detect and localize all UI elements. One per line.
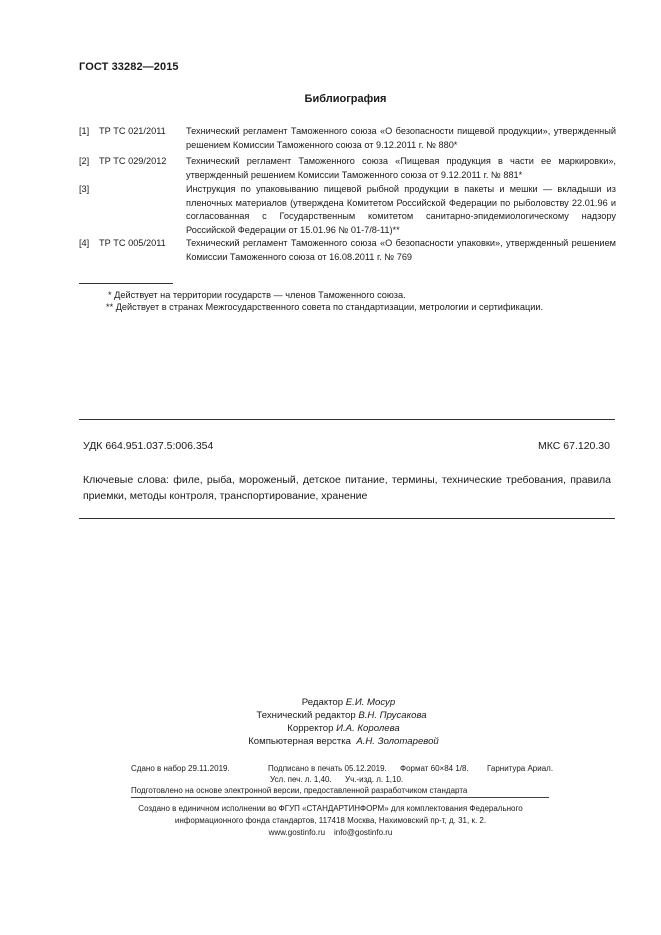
imprint-signed: Подписано в печать 05.12.2019. [268, 764, 387, 773]
entry-text: Технический регламент Таможенного союза «О безопасности пищевой продукции», утвержденный решением Комиссии Таможенного союза от 9.12.2011 г. № 880* [186, 126, 616, 150]
staff-tech-editor [0, 710, 661, 721]
staff-proofreader [0, 723, 661, 734]
staff-name: И.А. Королева [336, 723, 400, 734]
udk-code: УДК 664.951.037.5:006.354 [83, 440, 214, 452]
staff-name: В.Н. Прусакова [358, 710, 427, 721]
entry-number: [4] [79, 238, 90, 248]
staff-editor [0, 697, 661, 708]
staff-role: Компьютерная верстка [248, 736, 351, 747]
publisher-email[interactable]: info@gostinfo.ru [333, 828, 393, 837]
publisher-address: информационного фонда стандартов, 117418 Москва, Нахимовский пр-т, д. 31, к. 2. [174, 816, 487, 825]
publisher-website[interactable]: www.gostinfo.ru [268, 828, 326, 837]
keywords: Ключевые слова: филе, рыба, мороженый, детское питание, термины, технические требования, правила приемки, методы контроля, транспортирование, хранение [83, 474, 611, 502]
imprint-format: Формат 60×84 1/8. [400, 764, 469, 773]
imprint-print-sheets: Усл. печ. л. 1,40. [270, 775, 332, 784]
staff-name: А.Н. Золотаревой [356, 736, 439, 747]
footnote: ** Действует в странах Межгосударственного совета по стандартизации, метрологии и сертификации. [106, 302, 544, 312]
imprint-sent: Сдано в набор 29.11.2019. [131, 764, 230, 773]
entry-code: ТР ТС 021/2011 [99, 126, 166, 136]
entry-code: ТР ТС 005/2011 [99, 238, 166, 248]
entry-number: [2] [79, 156, 90, 166]
staff-role: Корректор [287, 723, 334, 734]
entry-number: [1] [79, 126, 90, 136]
bibliography-entry [79, 155, 615, 183]
standard-header: ГОСТ 33282—2015 [79, 61, 179, 73]
publisher-contacts [0, 827, 661, 839]
imprint-font: Гарнитура Ариал. [487, 764, 554, 773]
staff-layout [0, 736, 661, 747]
staff-role: Редактор [301, 697, 344, 708]
imprint-pub-sheets: Уч.-изд. л. 1,10. [345, 775, 404, 784]
imprint-prepared: Подготовлено на основе электронной версии, предоставленной разработчиком стандарта [131, 786, 468, 795]
bibliography-entry [79, 237, 615, 265]
mks-code: МКС 67.120.30 [538, 440, 610, 452]
footnote: * Действует на территории государств — членов Таможенного союза. [108, 290, 406, 300]
footnote-divider [79, 283, 173, 284]
divider [79, 419, 615, 420]
entry-code: ТР ТС 029/2012 [99, 156, 167, 166]
entry-text: Технический регламент Таможенного союза «Пищевая продукция в части ее маркировки», утвержденный решением Комиссии Таможенного союза от 9.12.2011 г. № 881* [186, 156, 616, 180]
page-title: Библиография [304, 93, 387, 105]
entry-number: [3] [79, 184, 90, 194]
publisher-line: Создано в единичном исполнении во ФГУП «СТАНДАРТИНФОРМ» для комплектования Федерального [138, 804, 523, 813]
staff-name: Е.И. Мосур [345, 697, 396, 708]
entry-text: Технический регламент Таможенного союза «О безопасности упаковки», утвержденный решением Комиссии Таможенного союза от 16.08.2011 г. № 769 [186, 238, 616, 262]
staff-role: Технический редактор [256, 710, 356, 721]
divider [131, 797, 549, 798]
divider [79, 518, 615, 519]
bibliography-entry [79, 125, 615, 153]
entry-text: Инструкция по упаковыванию пищевой рыбной продукции в пакеты и мешки — вкладыши из пленочных материалов (утверждена Комитетом Российской Федерации по рыболовству 22.01.96 и согласованная с Государственным комитетом санитарно-эпидемиологическому надзору Российской Федерации от 15.01.96 № 01-7/8-11)** [186, 184, 616, 235]
bibliography-entry [79, 183, 615, 238]
